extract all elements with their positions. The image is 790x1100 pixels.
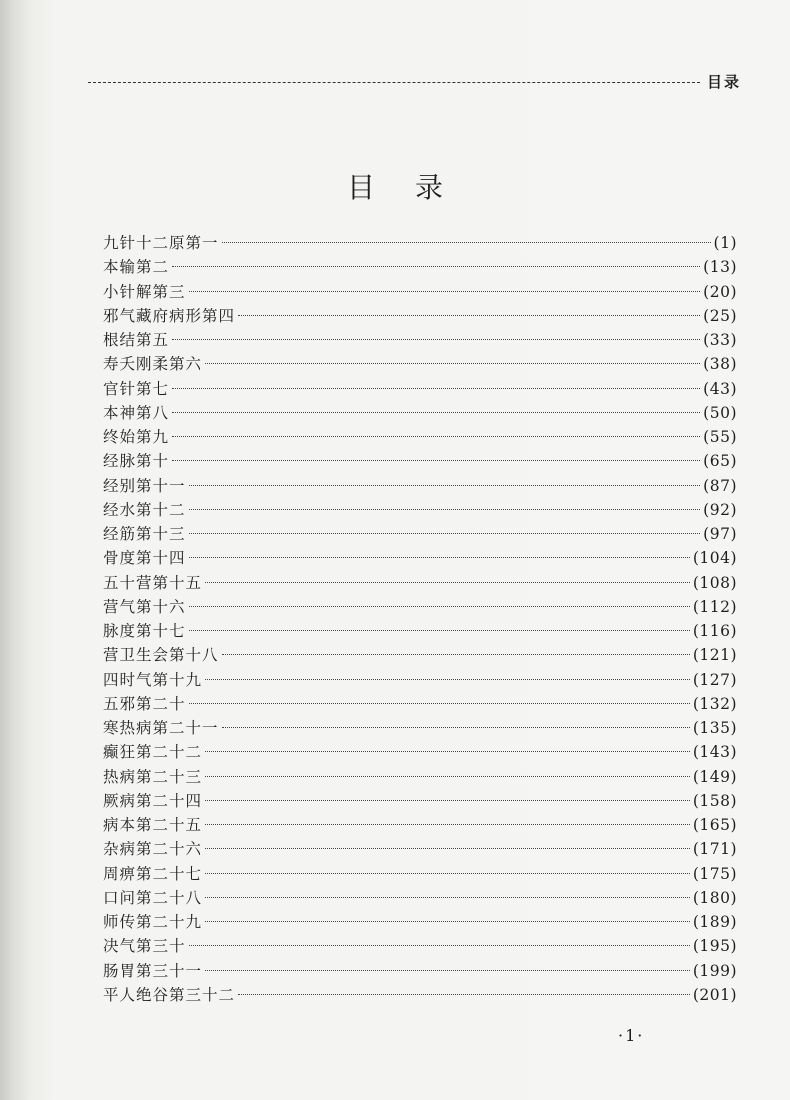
toc-entry[interactable] — [103, 449, 737, 473]
toc-entry[interactable] — [103, 401, 737, 425]
toc-entry-title: 热病第二十三 — [103, 767, 203, 786]
toc-entry-title: 九针十二原第一 — [103, 234, 219, 252]
toc-dot-leader — [238, 994, 690, 995]
toc-entry[interactable] — [103, 789, 737, 813]
toc-entry[interactable] — [103, 328, 737, 352]
toc-entry[interactable] — [103, 231, 737, 255]
toc-entry[interactable] — [103, 304, 737, 328]
toc-entry[interactable] — [103, 765, 737, 789]
toc-dot-leader — [172, 388, 700, 389]
toc-entry-title: 肠胃第三十一 — [103, 961, 203, 980]
table-of-contents — [103, 231, 737, 1007]
toc-entry-title: 本神第八 — [103, 403, 170, 422]
toc-dot-leader — [205, 897, 690, 898]
toc-entry-title: 脉度第十七 — [103, 622, 186, 640]
toc-entry-page: (25) — [703, 306, 737, 325]
toc-entry-page: (20) — [703, 282, 737, 301]
toc-entry-title: 病本第二十五 — [103, 816, 203, 834]
header-rule — [88, 82, 700, 83]
toc-dot-leader — [189, 485, 701, 486]
toc-dot-leader — [205, 776, 690, 777]
toc-entry[interactable] — [103, 813, 737, 837]
toc-entry-title: 五十营第十五 — [103, 573, 203, 592]
toc-entry[interactable] — [103, 740, 737, 764]
toc-dot-leader — [238, 315, 700, 316]
toc-entry-title: 四时气第十九 — [103, 670, 203, 689]
toc-entry-page: (108) — [692, 573, 737, 592]
toc-dot-leader — [189, 291, 701, 292]
toc-entry-page: (104) — [692, 549, 737, 568]
toc-entry-title: 邪气藏府病形第四 — [103, 306, 236, 325]
toc-entry[interactable] — [103, 668, 737, 692]
running-header: 目录 — [707, 73, 742, 91]
toc-entry-title: 终始第九 — [103, 428, 170, 446]
toc-entry-title: 骨度第十四 — [103, 549, 186, 568]
toc-dot-leader — [205, 921, 690, 922]
toc-dot-leader — [172, 412, 700, 413]
toc-dot-leader — [189, 630, 690, 631]
toc-entry-page: (158) — [692, 791, 737, 810]
toc-entry-title: 经别第十一 — [103, 476, 186, 495]
toc-dot-leader — [205, 848, 690, 849]
toc-entry-page: (38) — [703, 355, 737, 374]
toc-dot-leader — [222, 654, 690, 655]
toc-entry[interactable] — [103, 571, 737, 595]
toc-dot-leader — [205, 800, 690, 801]
toc-entry-page: (92) — [703, 500, 737, 519]
toc-entry[interactable] — [103, 352, 737, 376]
page-title: 目录 — [346, 171, 483, 204]
toc-entry[interactable] — [103, 474, 737, 498]
toc-entry[interactable] — [103, 934, 737, 958]
toc-entry-title: 小针解第三 — [103, 282, 186, 301]
toc-entry-title: 寿夭刚柔第六 — [103, 355, 203, 374]
toc-entry[interactable] — [103, 498, 737, 522]
toc-entry[interactable] — [103, 425, 737, 449]
toc-entry-title: 经筋第十三 — [103, 525, 186, 543]
toc-entry-title: 营气第十六 — [103, 597, 186, 616]
toc-entry-page: (116) — [692, 622, 737, 640]
toc-entry[interactable] — [103, 862, 737, 886]
toc-entry-page: (13) — [703, 258, 737, 277]
toc-entry-page: (165) — [692, 816, 737, 834]
toc-entry-page: (43) — [703, 379, 737, 398]
toc-entry-page: (50) — [703, 403, 737, 422]
toc-entry-page: (201) — [692, 985, 737, 1004]
toc-dot-leader — [172, 460, 700, 461]
toc-entry[interactable] — [103, 692, 737, 716]
toc-entry-title: 本输第二 — [103, 258, 170, 277]
toc-entry-page: (1) — [713, 234, 737, 252]
toc-dot-leader — [205, 873, 690, 874]
toc-entry-title: 决气第三十 — [103, 937, 186, 956]
toc-entry-title: 师传第二十九 — [103, 913, 203, 931]
toc-dot-leader — [172, 339, 700, 340]
toc-dot-leader — [189, 606, 690, 607]
toc-entry[interactable] — [103, 959, 737, 983]
toc-dot-leader — [189, 557, 690, 558]
toc-dot-leader — [205, 751, 690, 752]
toc-entry-page: (55) — [703, 428, 737, 446]
toc-dot-leader — [189, 533, 701, 534]
toc-dot-leader — [205, 582, 690, 583]
toc-entry-title: 经水第十二 — [103, 500, 186, 519]
toc-entry[interactable] — [103, 910, 737, 934]
toc-entry-page: (97) — [703, 525, 737, 543]
toc-entry-title: 平人绝谷第三十二 — [103, 985, 236, 1004]
toc-entry-title: 五邪第二十 — [103, 694, 186, 713]
toc-entry[interactable] — [103, 643, 737, 667]
toc-dot-leader — [205, 824, 690, 825]
toc-entry[interactable] — [103, 280, 737, 304]
toc-entry[interactable] — [103, 619, 737, 643]
toc-entry-page: (143) — [692, 743, 737, 762]
toc-entry[interactable] — [103, 886, 737, 910]
toc-entry-page: (135) — [692, 719, 737, 737]
toc-entry[interactable] — [103, 255, 737, 279]
toc-entry-page: (149) — [692, 767, 737, 786]
toc-dot-leader — [222, 727, 690, 728]
toc-entry-page: (180) — [692, 888, 737, 907]
toc-entry[interactable] — [103, 377, 737, 401]
toc-entry-page: (121) — [692, 646, 737, 665]
toc-entry-title: 厥病第二十四 — [103, 791, 203, 810]
toc-entry-page: (65) — [703, 452, 737, 471]
toc-dot-leader — [222, 242, 711, 243]
toc-entry[interactable] — [103, 716, 737, 740]
toc-dot-leader — [189, 703, 690, 704]
toc-entry[interactable] — [103, 595, 737, 619]
toc-dot-leader — [205, 970, 690, 971]
toc-entry-page: (199) — [692, 961, 737, 980]
toc-entry-title: 周痹第二十七 — [103, 864, 203, 883]
toc-entry-page: (87) — [703, 476, 737, 495]
toc-entry-title: 寒热病第二十一 — [103, 719, 219, 737]
toc-dot-leader — [205, 679, 690, 680]
toc-entry-title: 癫狂第二十二 — [103, 743, 203, 762]
toc-entry-title: 官针第七 — [103, 379, 170, 398]
toc-dot-leader — [189, 945, 690, 946]
toc-entry-page: (112) — [692, 597, 737, 616]
toc-entry-page: (132) — [692, 694, 737, 713]
toc-entry-page: (175) — [692, 864, 737, 883]
toc-entry-title: 营卫生会第十八 — [103, 646, 219, 665]
page-number: ·1· — [618, 1026, 645, 1045]
toc-entry-page: (195) — [692, 937, 737, 956]
toc-entry-title: 根结第五 — [103, 331, 170, 349]
toc-entry-page: (189) — [692, 913, 737, 931]
toc-entry-page: (171) — [692, 840, 737, 859]
toc-dot-leader — [189, 509, 701, 510]
toc-entry-page: (127) — [692, 670, 737, 689]
toc-entry-page: (33) — [703, 331, 737, 349]
toc-entry-title: 经脉第十 — [103, 452, 170, 471]
toc-dot-leader — [172, 266, 700, 267]
toc-entry[interactable] — [103, 546, 737, 570]
toc-dot-leader — [205, 363, 700, 364]
toc-entry[interactable] — [103, 522, 737, 546]
toc-entry[interactable] — [103, 837, 737, 861]
toc-dot-leader — [172, 436, 700, 437]
toc-entry-title: 杂病第二十六 — [103, 840, 203, 859]
toc-entry-title: 口问第二十八 — [103, 888, 203, 907]
toc-entry[interactable] — [103, 983, 737, 1007]
